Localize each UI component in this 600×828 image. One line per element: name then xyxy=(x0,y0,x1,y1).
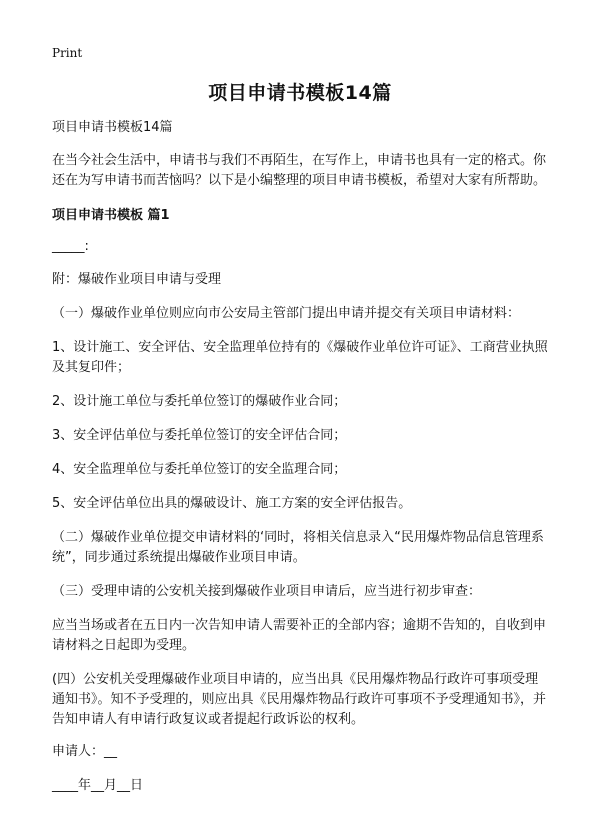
print-label: Print xyxy=(52,46,83,60)
paragraph-attachment: 附：爆破作业项目申请与受理 xyxy=(52,272,222,287)
intro-paragraph: 在当今社会生活中，申请书与我们不再陌生，在写作上，申请书也具有一定的格式。你还在为写申请书而苦恼吗？以下是小编整理的项目申请书模板，希望对大家有所帮助。 xyxy=(52,153,547,188)
paragraph-item-1: 1、设计施工、安全评估、安全监理单位持有的《爆破作业单位许可证》、工商营业执照及其复印件； xyxy=(52,340,548,375)
page-title: 项目申请书模板14篇 xyxy=(208,82,392,104)
paragraph-item-2: 2、设计施工单位与委托单位签订的爆破作业合同； xyxy=(52,394,347,409)
document-subtitle: 项目申请书模板14篇 xyxy=(52,120,173,135)
paragraph-item-4: 4、安全监理单位与委托单位签订的安全监理合同； xyxy=(52,462,347,477)
paragraph-step-four: (四）公安机关受理爆破作业项目申请的，应当出具《民用爆炸物品行政许可事项受理通知书》。知不予受理的，则应出具《民用爆炸物品行政许可事项不予受理通知书》，并告知申请人有申请行政复议或者提起行政诉讼的权利。 xyxy=(52,672,547,727)
paragraph-notice: 应当当场或者在五日内一次告知申请人需要补正的全部内容；逾期不告知的，自收到申请材料之日起即为受理。 xyxy=(52,618,547,653)
applicant-line: 申请人：__ xyxy=(52,744,118,759)
blank-line: _____: xyxy=(52,239,89,254)
date-line: ____年__月__日 xyxy=(52,778,144,793)
paragraph-step-one: （一）爆破作业单位则应向市公安局主管部门提出申请并提交有关项目申请材料： xyxy=(52,306,521,321)
document-body xyxy=(52,118,548,810)
paragraph-step-three: （三）受理申请的公安机关接到爆破作业项目申请后，应当进行初步审查： xyxy=(52,584,482,599)
section-heading: 项目申请书模板 篇1 xyxy=(52,208,170,223)
paragraph-step-two: （二）爆破作业单位提交申请材料的‘同时，将相关信息录入“民用爆炸物品信息管理系统”，同步通过系统提出爆破作业项目申请。 xyxy=(52,530,544,565)
paragraph-item-5: 5、安全评估单位出具的爆破设计、施工方案的安全评估报告。 xyxy=(52,496,412,511)
paragraph-item-3: 3、安全评估单位与委托单位签订的安全评估合同； xyxy=(52,428,347,443)
